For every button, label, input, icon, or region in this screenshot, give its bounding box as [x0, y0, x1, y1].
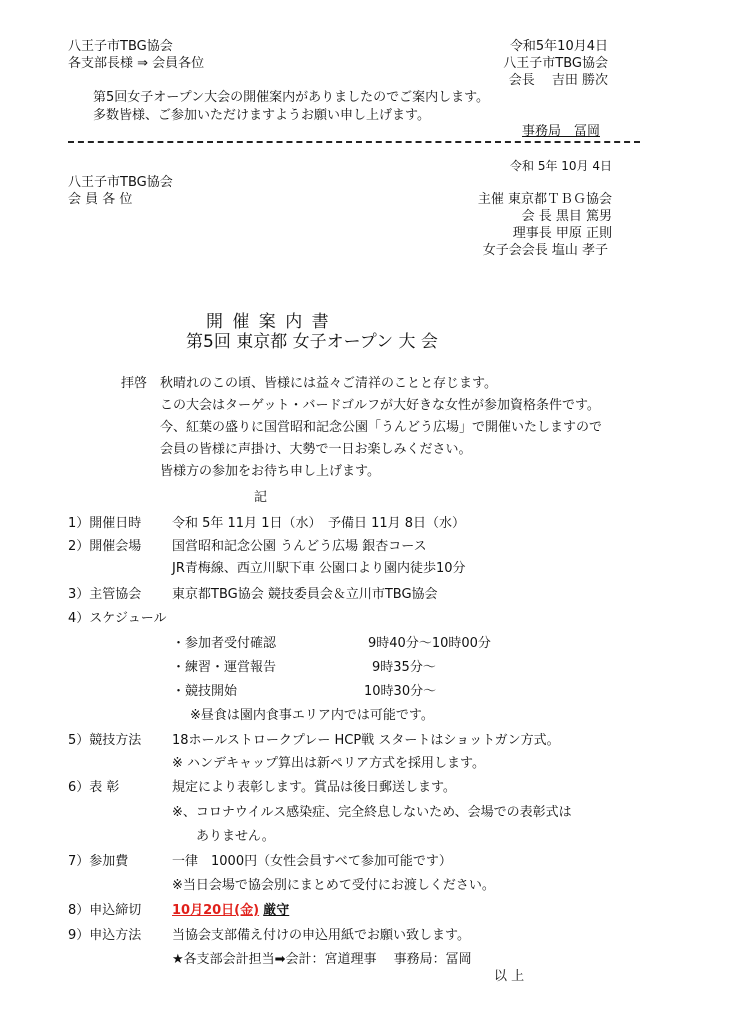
item-method-note: ※ ハンデキャップ算出は新ペリア方式を採用します。: [172, 756, 485, 771]
letter-women-president: 女子会会長 塩山 孝子: [482, 243, 608, 258]
item-award-value: 規定により表彰します。賞品は後日郵送します。: [172, 780, 456, 795]
letter-to-members: 会 員 各 位: [68, 192, 133, 207]
greeting-line: この大会はターゲット・バードゴルフが大好きな女性が参加資格条件です。: [160, 398, 600, 413]
item-schedule-label: 4）スケジュール: [68, 611, 167, 626]
item-deadline-value: [172, 904, 289, 917]
greeting-line: 秋晴れのこの頃、皆様には益々ご清祥のことと存じます。: [160, 376, 497, 391]
memo-from-person: 会長 吉田 勝次: [508, 73, 608, 88]
item-award-note-2: ありません。: [196, 829, 275, 844]
closing-mark: 以 上: [494, 969, 525, 984]
letter-president: 会 長 黒目 篤男: [521, 209, 612, 224]
cut-line: [68, 141, 640, 143]
greeting-line: 今、紅葉の盛りに国営昭和記念公園「うんどう広場」で開催いたしますので: [160, 420, 603, 435]
item-date-label: 1）開催日時: [68, 516, 142, 531]
item-date-value: 令和 5年 11月 1日（水） 予備日 11月 8日（水）: [172, 516, 466, 531]
greeting-label: 拝啓: [121, 376, 148, 391]
memo-body-1: 第5回女子オープン大会の開催案内がありましたのでご案内します。: [93, 90, 490, 105]
item-venue-value: 国営昭和記念公園 うんどう広場 銀杏コース: [172, 539, 427, 554]
item-apply-note: ★各支部会計担当➡会計：宮道理事 事務局：冨岡: [172, 952, 472, 967]
memo-to-org: 八王子市TBG協会: [68, 39, 173, 54]
deadline-date: 10月20日(金): [172, 903, 260, 918]
ki-mark: 記: [254, 490, 268, 505]
schedule-row-name: ・練習・運営報告: [172, 660, 277, 675]
item-award-note-1: ※、コロナウイルス感染症、完全終息しないため、会場での表彰式は: [172, 805, 572, 820]
schedule-note: ※昼食は園内食事エリア内では可能です。: [190, 708, 434, 723]
item-venue-label: 2）開催会場: [68, 539, 142, 554]
item-organizer-value: 東京都TBG協会 競技委員会＆立川市TBG協会: [172, 587, 438, 602]
letter-date: 令和 5年 10月 4日: [510, 159, 612, 173]
deadline-strict: 厳守: [263, 903, 290, 918]
schedule-row-time: 9時40分～10時00分: [368, 636, 491, 651]
memo-to-line: 各支部長様 ⇒ 会員各位: [68, 56, 205, 71]
schedule-row-name: ・参加者受付確認: [172, 636, 277, 651]
schedule-row-name: ・競技開始: [172, 684, 238, 699]
item-apply-value: 当協会支部備え付けの申込用紙でお願い致します。: [172, 928, 470, 943]
greeting-line: 皆様方の参加をお待ち申し上げます。: [160, 464, 380, 479]
schedule-row-time: 10時30分～: [364, 684, 437, 699]
schedule-row-time: 9時35分～: [372, 660, 436, 675]
item-method-label: 5）競技方法: [68, 733, 142, 748]
item-deadline-label: 8）申込締切: [68, 903, 142, 918]
memo-date: 令和5年10月4日: [509, 39, 608, 54]
greeting-line: 会員の皆様に声掛け、大勢で一日お楽しみください。: [160, 442, 472, 457]
letter-director: 理事長 甲原 正則: [512, 226, 612, 241]
title-line-1: 開 催 案 内 書: [206, 312, 331, 332]
item-organizer-label: 3）主管協会: [68, 587, 142, 602]
memo-office: 事務局 冨岡: [521, 124, 600, 139]
memo-from-org: 八王子市TBG協会: [503, 56, 608, 71]
item-fee-label: 7）参加費: [68, 854, 129, 869]
title-line-2: 第5回 東京都 女子オープン 大 会: [186, 332, 438, 352]
letter-to-org: 八王子市TBG協会: [68, 175, 173, 190]
letter-host: 主催 東京都ＴＢＧ協会: [477, 192, 612, 207]
item-fee-note: ※当日会場で協会別にまとめて受付にお渡しください。: [172, 878, 495, 893]
item-method-value: 18ホールストロークプレー HCP戦 スタートはショットガン方式。: [172, 733, 560, 748]
item-venue-access: JR青梅線、西立川駅下車 公園口より園内徒歩10分: [172, 561, 466, 576]
item-award-label: 6）表 彰: [68, 780, 120, 795]
item-fee-value: 一律 1000円（女性会員すべて参加可能です）: [172, 854, 452, 869]
item-apply-label: 9）申込方法: [68, 928, 142, 943]
memo-body-2: 多数皆様、ご参加いただけますようお願い申し上げます。: [93, 108, 430, 123]
